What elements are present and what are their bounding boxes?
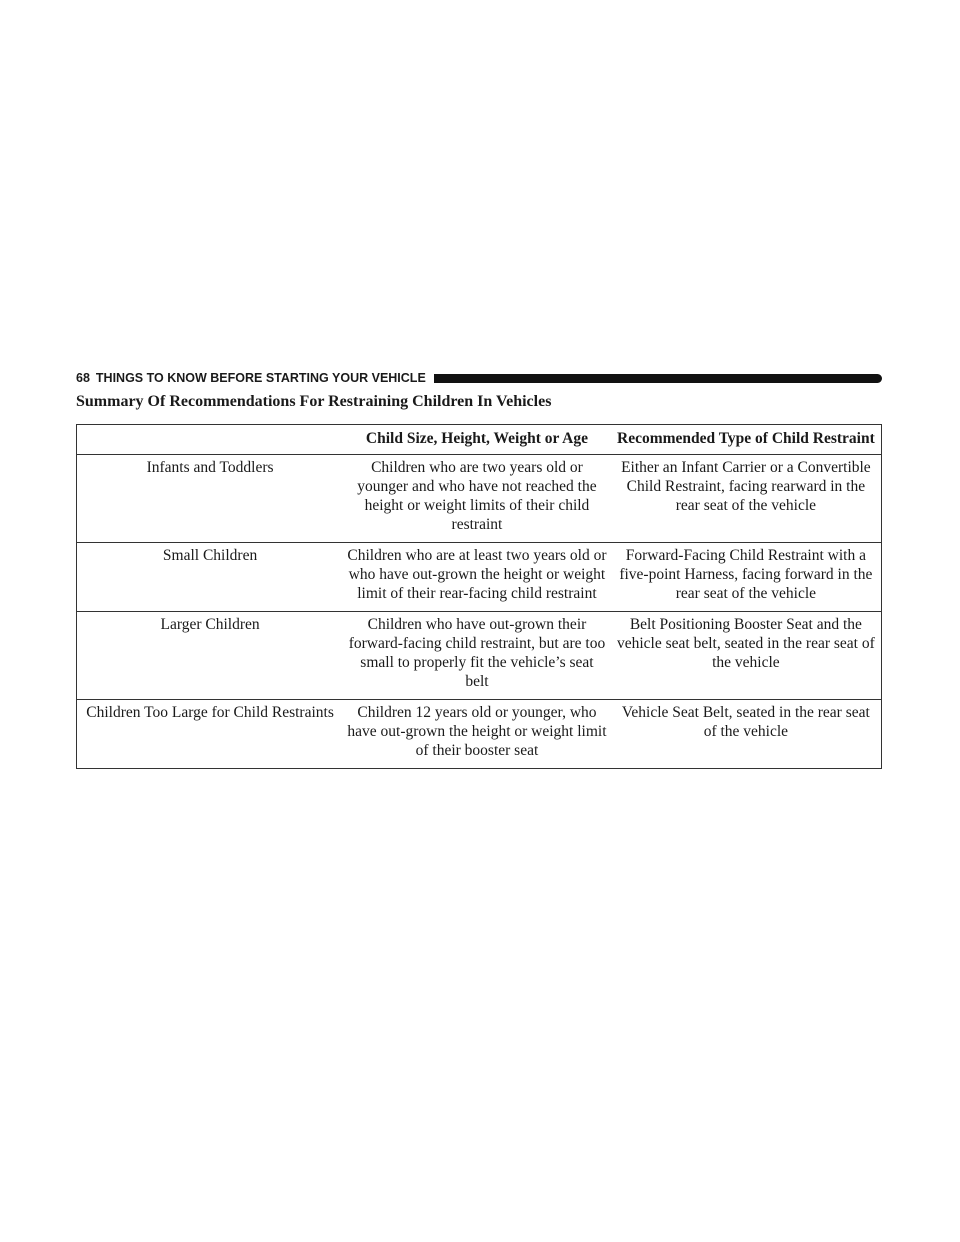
table-row <box>77 543 882 612</box>
chapter-title: THINGS TO KNOW BEFORE STARTING YOUR VEHICLE <box>95 371 426 385</box>
section-title: Summary Of Recommendations For Restraining Children In Vehicles <box>76 393 552 410</box>
row-restraint: Belt Positioning Booster Seat and the vehicle seat belt, seated in the rear seat of the vehicle <box>611 612 882 700</box>
row-restraint: Either an Infant Carrier or a Convertible Child Restraint, facing rearward in the rear seat of the vehicle <box>611 455 882 543</box>
row-restraint: Forward-Facing Child Restraint with a five-point Harness, facing forward in the rear seat of the vehicle <box>611 543 882 612</box>
table-header-row <box>77 425 882 455</box>
table-row <box>77 700 882 769</box>
row-restraint: Vehicle Seat Belt, seated in the rear seat of the vehicle <box>611 700 882 769</box>
row-size: Children who are two years old or younger and who have not reached the height or weight limits of their child restraint <box>343 455 611 543</box>
row-size: Children who have out-grown their forward-facing child restraint, but are too small to properly fit the vehicle’s seat belt <box>343 612 611 700</box>
page-header <box>76 370 882 386</box>
table-row <box>77 612 882 700</box>
column-header-size: Child Size, Height, Weight or Age <box>343 425 611 455</box>
recommendations-table <box>76 424 882 769</box>
row-size: Children 12 years old or younger, who have out-grown the height or weight limit of their booster seat <box>343 700 611 769</box>
column-header-restraint: Recommended Type of Child Restraint <box>611 425 882 455</box>
page-number: 68 <box>76 371 90 385</box>
row-category: Infants and Toddlers <box>77 455 344 543</box>
row-category: Small Children <box>77 543 344 612</box>
table-row <box>77 455 882 543</box>
row-category: Children Too Large for Child Restraints <box>77 700 344 769</box>
header-rule <box>434 374 882 383</box>
column-header-category <box>77 425 344 455</box>
row-category: Larger Children <box>77 612 344 700</box>
row-size: Children who are at least two years old or who have out-grown the height or weight limit of their rear-facing child restraint <box>343 543 611 612</box>
